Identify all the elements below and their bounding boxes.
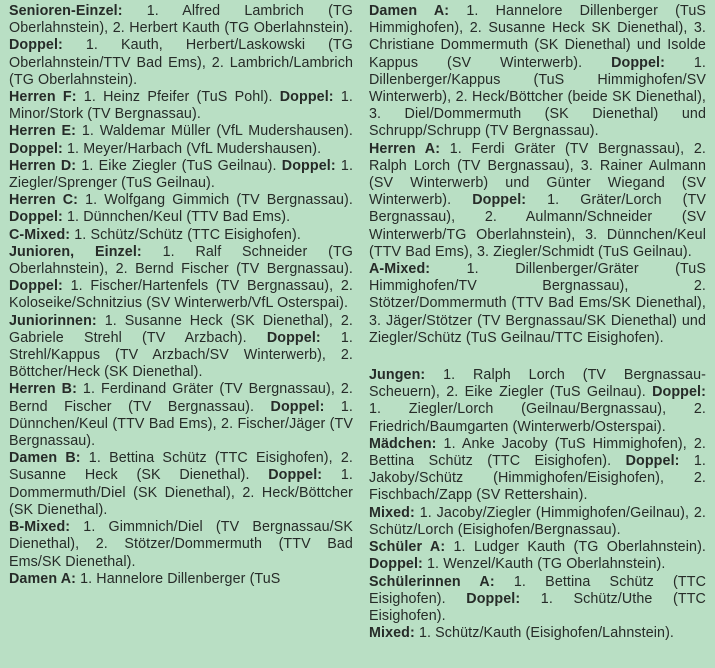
category-label: Doppel: bbox=[268, 467, 323, 484]
category-label: Herren D: bbox=[9, 157, 77, 174]
category-label: Schülerinnen A: bbox=[369, 573, 495, 590]
result-text: 1. Schütz/Uthe (TTC Eisighofen). bbox=[369, 590, 706, 624]
result-paragraph bbox=[369, 141, 706, 261]
category-label: Doppel: bbox=[466, 590, 521, 607]
result-text: 1. Strehl/Kappus (TV Arzbach/SV Winterwerb), 2. Böttcher/Heck (SK Dienethal). bbox=[9, 329, 353, 381]
result-text: 1. Dillenberger/Kappus (TuS Himmighofen/SV Winterwerb), 2. Heck/Böttcher (beide SK Dienethal), 3. Diel/Dommermuth (SK Dienethal) und Schrupp/Schrupp (TV Bergnassau). bbox=[369, 54, 706, 140]
category-label: Doppel: bbox=[472, 192, 527, 209]
category-label: C-Mixed: bbox=[9, 226, 71, 243]
result-text: 1. Minor/Stork (TV Bergnassau). bbox=[9, 89, 353, 123]
category-label: Doppel: bbox=[270, 398, 325, 415]
category-label: Mädchen: bbox=[369, 435, 437, 452]
category-label: Doppel: bbox=[9, 37, 63, 54]
result-text: 1. Anke Jacoby (TuS Himmighofen), 2. Bettina Schütz (TTC Eisighofen). bbox=[369, 435, 706, 470]
category-label: Senioren-Einzel: bbox=[9, 3, 123, 19]
result-paragraph bbox=[9, 450, 353, 519]
category-label: Damen A: bbox=[9, 570, 76, 587]
result-paragraph bbox=[9, 244, 353, 313]
result-text: 1. Bettina Schütz (TTC Eisighofen). bbox=[369, 573, 706, 607]
result-text: 1. Jakoby/Schütz (Himmighofen/Eisighofen), 2. Fischbach/Zapp (SV Rettershain). bbox=[369, 453, 706, 504]
category-label: Doppel: bbox=[652, 384, 706, 401]
result-text: 1. Ralph Lorch (TV Bergnassau-Scheuern), 2. Eike Ziegler (TuS Geilnau). bbox=[369, 367, 706, 401]
category-label: B-Mixed: bbox=[9, 519, 71, 536]
category-label: Doppel: bbox=[625, 453, 680, 470]
result-text: 1. Susanne Heck (SK Dienethal), 2. Gabriele Strehl (TV Arzbach). bbox=[9, 312, 353, 346]
result-paragraph bbox=[369, 505, 706, 539]
result-paragraph bbox=[9, 313, 353, 382]
result-text: 1. Ziegler/Sprenger (TuS Geilnau). bbox=[9, 157, 354, 192]
result-paragraph bbox=[9, 571, 353, 588]
result-text: 1. Ziegler/Lorch (Geilnau/Bergnassau), 2. Friedrich/Baumgarten (Winterwerb/Osterspai). bbox=[369, 401, 706, 435]
result-text: 1. Waldemar Müller (VfL Mudershausen). bbox=[76, 123, 353, 140]
category-label: Herren B: bbox=[9, 381, 77, 398]
category-label: Doppel: bbox=[9, 278, 63, 295]
result-text: 1. Schütz/Kauth (Eisighofen/Lahnstein). bbox=[414, 625, 675, 642]
result-text: 1. Ralf Schneider (TG Oberlahnstein), 2. Bernd Fischer (TV Bergnassau). bbox=[9, 243, 354, 278]
right-column bbox=[369, 3, 706, 642]
result-text: 1. Gräter/Lorch (TV Bergnassau), 2. Aulmann/Schneider (SV Winterwerb/TG Oberlahnstein), 3. Dünnchen/Keul (TTV Bad Ems), 3. Ziegler/Schmidt (TuS Geilnau). bbox=[369, 192, 706, 260]
result-text: 1. Ludger Kauth (TG Oberlahnstein). bbox=[445, 539, 706, 556]
result-text: 1. Kauth, Herbert/Laskowski (TG Oberlahnstein/TTV Bad Ems), 2. Lambrich/Lambrich (TG Oberlahnstein). bbox=[9, 37, 353, 88]
result-text: 1. Alfred Lambrich (TG Oberlahnstein), 2. Herbert Kauth (TG Oberlahnstein). bbox=[9, 3, 353, 37]
category-label: Herren F: bbox=[9, 89, 77, 106]
result-paragraph bbox=[369, 625, 706, 642]
result-paragraph bbox=[9, 519, 353, 571]
result-text: 1. Heinz Pfeifer (TuS Pohl). bbox=[76, 89, 280, 106]
result-paragraph bbox=[9, 192, 353, 226]
category-label: Junioren, Einzel: bbox=[9, 243, 142, 260]
category-label: Doppel: bbox=[9, 209, 63, 226]
category-label: A-Mixed: bbox=[369, 261, 431, 278]
result-paragraph bbox=[9, 158, 353, 192]
result-text: 1. Meyer/Harbach (VfL Mudershausen). bbox=[62, 140, 322, 157]
category-label: Doppel: bbox=[266, 329, 321, 346]
result-paragraph bbox=[9, 227, 353, 244]
result-paragraph bbox=[9, 3, 353, 89]
category-label: Mixed: bbox=[369, 625, 415, 642]
result-text: 1. Gimmnich/Diel (TV Bergnassau/SK Dienethal), 2. Stötzer/Dommermuth (TTV Bad Ems/SK Dienethal). bbox=[9, 519, 353, 570]
result-paragraph bbox=[369, 3, 706, 141]
category-label: Herren E: bbox=[9, 123, 77, 140]
category-label: Doppel: bbox=[279, 89, 334, 106]
result-paragraph bbox=[369, 436, 706, 505]
category-label: Damen B: bbox=[9, 450, 81, 467]
result-paragraph bbox=[369, 261, 706, 347]
category-label: Herren A: bbox=[369, 140, 441, 157]
result-paragraph bbox=[9, 381, 353, 450]
left-column bbox=[9, 3, 353, 588]
result-paragraph bbox=[369, 574, 706, 626]
result-paragraph bbox=[9, 89, 353, 123]
result-text: 1. Jacoby/Ziegler (Himmighofen/Geilnau), 2. Schütz/Lorch (Eisighofen/Bergnassau). bbox=[369, 504, 706, 538]
result-text: 1. Hannelore Dillenberger (TuS bbox=[76, 570, 281, 587]
category-label: Herren C: bbox=[9, 192, 79, 209]
category-label: Doppel: bbox=[9, 140, 63, 157]
result-text: 1. Ferdinand Gräter (TV Bergnassau), 2. Bernd Fischer (TV Bergnassau). bbox=[9, 381, 354, 415]
result-paragraph bbox=[369, 539, 706, 573]
result-text: 1. Fischer/Hartenfels (TV Bergnassau), 2. Koloseike/Schnitzius (SV Winterwerb/VfL Osterspai). bbox=[9, 278, 353, 312]
result-text: 1. Ferdi Gräter (TV Bergnassau), 2. Ralph Lorch (TV Bergnassau), 3. Rainer Aulmann (SV Winterwerb) und Günter Wiegand (SV Winterwerb). bbox=[369, 140, 706, 209]
result-text: 1. Dillenberger/Gräter (TuS Himmighofen/TV Bergnassau), 2. Stötzer/Dommermuth (TTV Bad Ems/SK Dienethal), 3. Jäger/Stötzer (TV Bergnassau/SK Dienethal) und Ziegler/Schütz (TuS Geilnau/TTC Eisighofen). bbox=[369, 261, 706, 346]
category-label: Jungen: bbox=[369, 367, 426, 384]
result-text: 1. Wenzel/Kauth (TG Oberlahnstein). bbox=[422, 556, 666, 573]
category-label: Doppel: bbox=[369, 556, 423, 573]
result-text: 1. Dünnchen/Keul (TTV Bad Ems), 2. Fischer/Jäger (TV Bergnassau). bbox=[9, 398, 353, 450]
result-text: 1. Schütz/Schütz (TTC Eisighofen). bbox=[70, 226, 301, 243]
result-paragraph bbox=[369, 367, 706, 436]
section-gap bbox=[369, 347, 706, 367]
category-label: Juniorinnen: bbox=[9, 312, 97, 329]
result-text: 1. Dünnchen/Keul (TTV Bad Ems). bbox=[62, 209, 291, 226]
category-label: Mixed: bbox=[369, 504, 415, 521]
result-text: 1. Bettina Schütz (TTC Eisighofen), 2. Susanne Heck (SK Dienethal). bbox=[9, 450, 353, 484]
category-label: Damen A: bbox=[369, 3, 450, 19]
result-text: 1. Wolfgang Gimmich (TV Bergnassau). bbox=[78, 192, 353, 209]
result-text: 1. Hannelore Dillenberger (TuS Himmighofen), 2. Susanne Heck SK Dienethal), 3. Christiane Dommermuth (SK Dienethal) und Isolde Kappus (SV Winterwerb). bbox=[369, 3, 707, 71]
category-label: Doppel: bbox=[281, 157, 336, 174]
category-label: Doppel: bbox=[611, 54, 665, 71]
result-text: 1. Eike Ziegler (TuS Geilnau). bbox=[76, 157, 282, 174]
result-paragraph bbox=[9, 123, 353, 157]
category-label: Schüler A: bbox=[369, 539, 446, 556]
result-text: 1. Dommermuth/Diel (SK Dienethal), 2. Heck/Böttcher (SK Dienethal). bbox=[9, 467, 353, 518]
